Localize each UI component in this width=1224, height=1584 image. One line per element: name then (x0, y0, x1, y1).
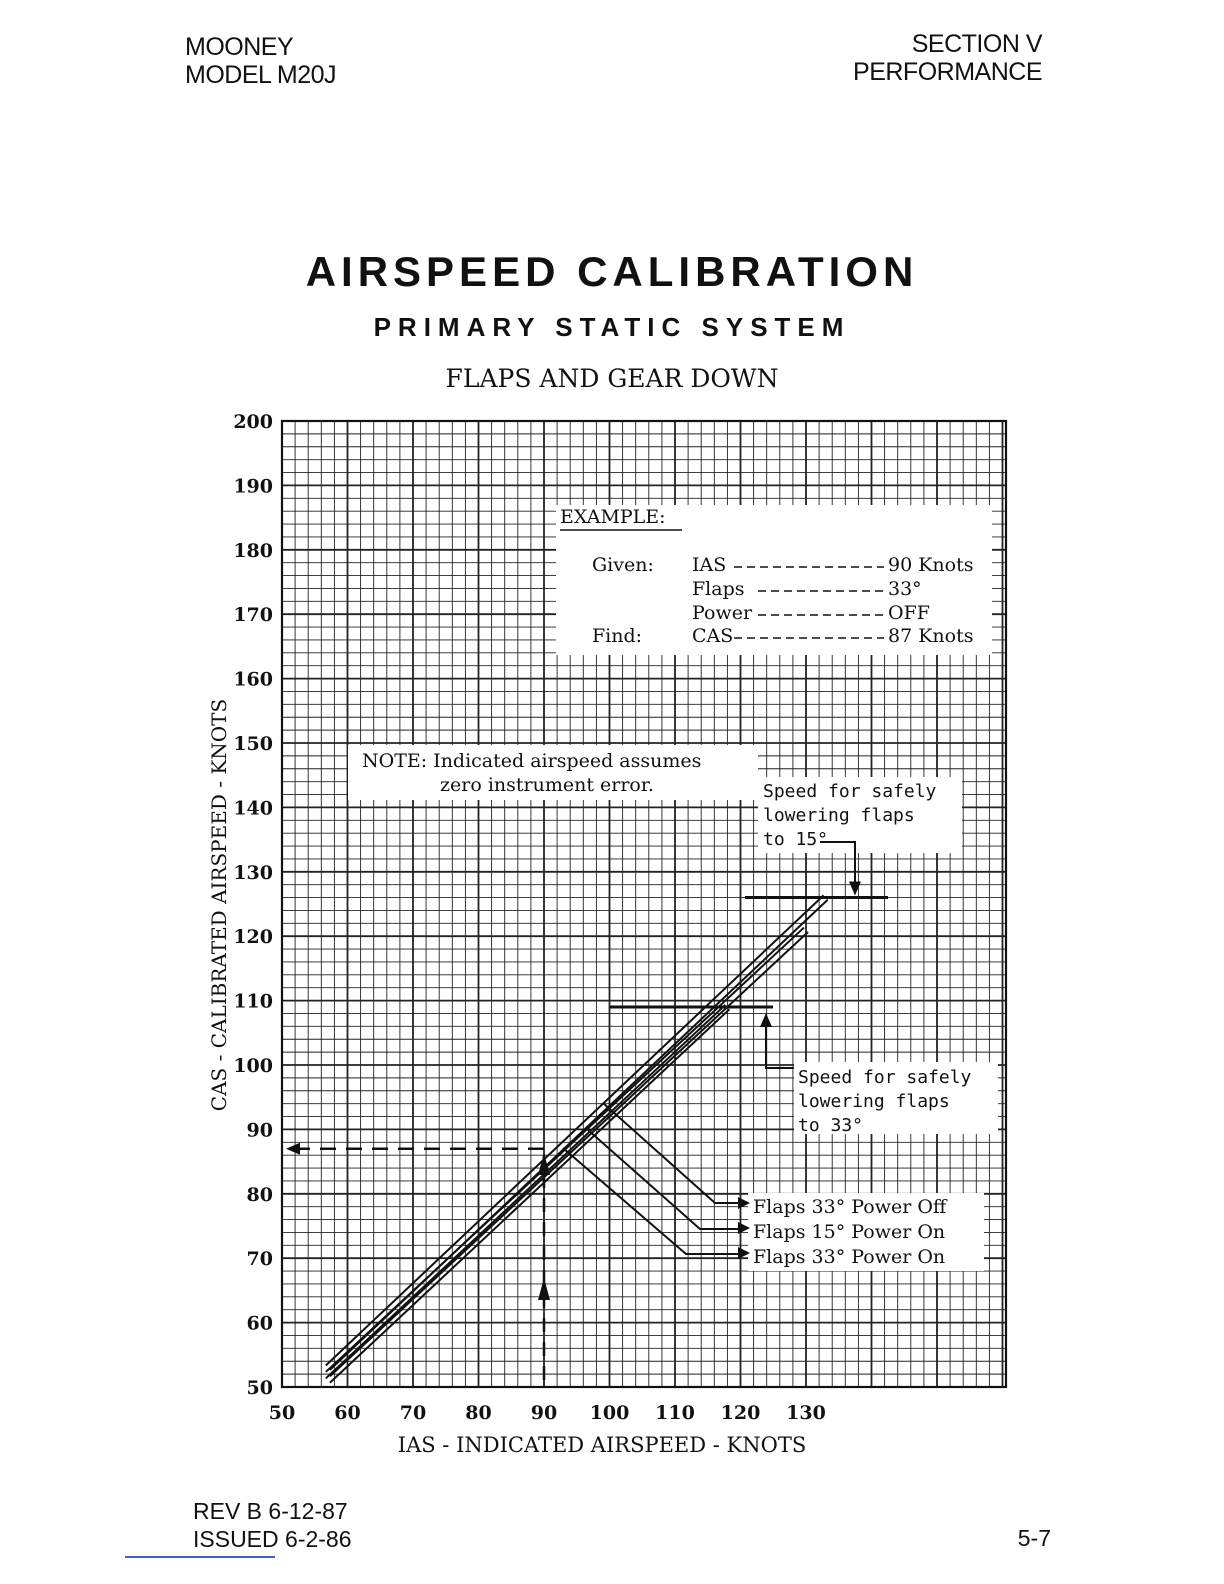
example-heading: EXAMPLE: (560, 506, 666, 528)
example-arrow-up (538, 1278, 550, 1300)
flap33-arrow (760, 1013, 772, 1027)
y-tick-label: 110 (233, 990, 273, 1013)
x-tick-label: 130 (786, 1402, 826, 1424)
flap33-label-line: lowering flaps (798, 1091, 950, 1112)
header-make: MOONEY (185, 33, 294, 61)
chart-annotations (286, 505, 998, 1380)
footer-revision (193, 1497, 352, 1553)
legend-label: Flaps 33° Power On (753, 1246, 946, 1268)
x-tick-label: 70 (399, 1402, 427, 1424)
example-given-label: Given: (592, 554, 654, 576)
y-tick-label: 90 (246, 1119, 273, 1142)
flap15-label-line: Speed for safely (763, 781, 937, 802)
y-tick-label: 60 (246, 1312, 273, 1335)
footer-underline (125, 1556, 275, 1558)
footer-rev: REV B 6-12-87 (193, 1498, 348, 1524)
x-tick-label: 120 (720, 1402, 761, 1424)
series-line-1-edge (326, 895, 824, 1365)
x-axis-label: IAS - INDICATED AIRSPEED - KNOTS (397, 1433, 807, 1457)
y-tick-label: 70 (246, 1248, 273, 1271)
y-tick-label: 180 (233, 539, 273, 562)
flap15-label-line: to 15° (763, 829, 829, 850)
y-tick-label: 120 (233, 926, 273, 949)
example-row-value: 33° (888, 578, 922, 600)
example-arrow-left (286, 1143, 300, 1155)
x-tick-label: 90 (530, 1402, 558, 1424)
y-axis-label: CAS - CALIBRATED AIRSPEED - KNOTS (207, 698, 231, 1112)
y-tick-label: 150 (233, 733, 273, 755)
flap33-label-line: to 33° (798, 1115, 864, 1136)
x-tick-label: 80 (465, 1402, 492, 1424)
y-tick-label: 140 (233, 797, 273, 820)
flap15-arrow (849, 882, 861, 896)
flap33-leader (766, 1015, 796, 1068)
y-tick-label: 170 (233, 604, 273, 627)
y-tick-label: 80 (246, 1183, 273, 1206)
y-tick-label: 190 (233, 475, 273, 498)
legend-leader (588, 1130, 745, 1229)
legend-leader (603, 1103, 745, 1203)
x-tick-label: 50 (268, 1402, 296, 1424)
x-tick-label: 110 (655, 1402, 695, 1424)
example-row-value: OFF (888, 602, 930, 624)
y-tick-label: 160 (233, 668, 273, 691)
page-number: 5-7 (1017, 1525, 1051, 1551)
legend-leader (563, 1148, 745, 1254)
x-tick-label: 100 (589, 1402, 630, 1424)
legend-label: Flaps 33° Power Off (753, 1196, 947, 1218)
chart-subtitle: PRIMARY STATIC SYSTEM (373, 312, 851, 342)
flap15-label-line: lowering flaps (763, 805, 915, 826)
example-row-key: CAS (692, 625, 734, 647)
y-tick-label: 100 (233, 1055, 273, 1077)
header-model-name: MODEL M20J (185, 61, 337, 89)
example-row-key: IAS (692, 554, 727, 576)
y-tick-label: 50 (246, 1377, 273, 1399)
flap33-label-line: Speed for safely (798, 1067, 972, 1088)
example-find-label: Find: (592, 625, 643, 647)
example-row-value: 87 Knots (888, 625, 974, 647)
chart-condition: FLAPS AND GEAR DOWN (445, 364, 779, 393)
header-section-number: SECTION V (911, 30, 1042, 58)
footer-issued: ISSUED 6-2-86 (193, 1526, 352, 1552)
note-line-2: zero instrument error. (440, 774, 654, 796)
example-row-key: Power (692, 602, 753, 624)
legend-label: Flaps 15° Power On (753, 1221, 946, 1243)
example-row-key: Flaps (692, 578, 745, 600)
y-tick-label: 130 (233, 861, 273, 884)
header-section-name: PERFORMANCE (853, 58, 1042, 86)
example-row-value: 90 Knots (888, 554, 974, 576)
chart-title: AIRSPEED CALIBRATION (305, 248, 919, 295)
y-tick-label: 200 (233, 411, 273, 433)
x-tick-label: 60 (334, 1402, 361, 1424)
note-line-1: NOTE: Indicated airspeed assumes (362, 750, 702, 772)
